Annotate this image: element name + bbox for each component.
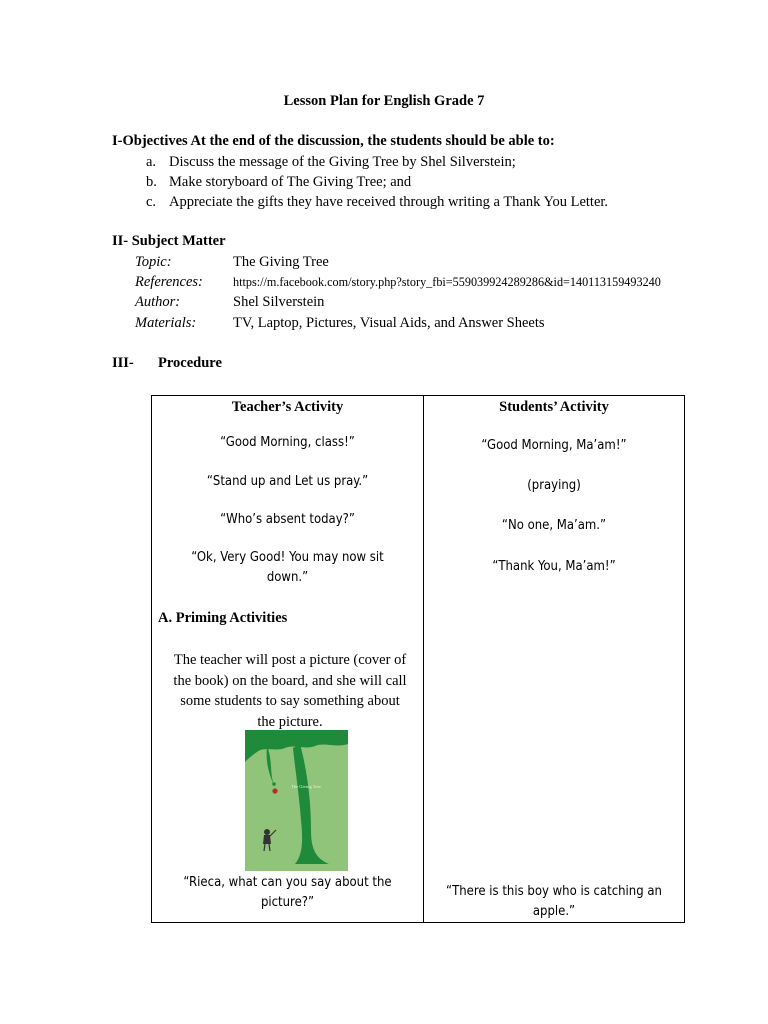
references-row xyxy=(135,272,661,292)
priming-text: The teacher will post a picture (cover of the book) on the board, and she will call some students to say something about the picture. xyxy=(173,652,407,730)
students-column xyxy=(424,396,684,922)
activity-table xyxy=(151,395,685,923)
objective-text: Discuss the message of the Giving Tree by Shel Silverstein; xyxy=(169,154,516,170)
teacher-line: “Rieca, what can you say about the picture?” xyxy=(183,875,392,910)
student-line: “Thank You, Ma’am!” xyxy=(492,559,616,574)
objective-text: Make storyboard of The Giving Tree; and xyxy=(169,174,412,190)
topic-value: The Giving Tree xyxy=(233,254,329,270)
teacher-heading: Teacher’s Activity xyxy=(231,399,344,415)
materials-label: Materials: xyxy=(135,315,197,331)
objective-item xyxy=(146,192,608,212)
author-label: Author: xyxy=(135,294,181,310)
topic-row xyxy=(135,252,329,272)
teacher-line: “Stand up and Let us pray.” xyxy=(206,474,369,489)
student-line: “Good Morning, Ma’am!” xyxy=(481,438,627,453)
book-cover-image xyxy=(245,730,348,871)
procedure-heading xyxy=(112,355,222,372)
objective-item xyxy=(146,172,608,192)
teacher-line: “Good Morning, class!” xyxy=(220,435,355,450)
page-title: Lesson Plan for English Grade 7 xyxy=(283,93,485,109)
teacher-column xyxy=(152,396,423,922)
references-label: References: xyxy=(135,274,203,290)
subject-matter-heading: II- Subject Matter xyxy=(112,233,226,249)
student-line: (praying) xyxy=(527,478,581,493)
list-marker: c. xyxy=(146,194,157,210)
students-heading: Students’ Activity xyxy=(499,399,609,415)
teacher-line: “Ok, Very Good! You may now sit down.” xyxy=(191,550,384,585)
procedure-number: III- xyxy=(112,355,134,371)
objectives-heading: I-Objectives At the end of the discussion, the students should be able to: xyxy=(112,133,555,149)
objective-text: Appreciate the gifts they have received through writing a Thank You Letter. xyxy=(169,194,609,210)
materials-value: TV, Laptop, Pictures, Visual Aids, and Answer Sheets xyxy=(233,315,545,331)
author-value: Shel Silverstein xyxy=(233,294,325,310)
objectives-list xyxy=(146,152,608,212)
objective-item xyxy=(146,152,608,172)
cover-title: The Giving Tree xyxy=(291,784,321,789)
student-line: “No one, Ma’am.” xyxy=(501,518,607,533)
student-line: “There is this boy who is catching an apple.” xyxy=(446,884,662,919)
list-marker: b. xyxy=(146,174,157,190)
teacher-line: “Who’s absent today?” xyxy=(220,512,355,527)
priming-heading: A. Priming Activities xyxy=(158,610,288,626)
giving-tree-cover-svg xyxy=(245,730,348,871)
topic-label: Topic: xyxy=(135,254,172,270)
list-marker: a. xyxy=(146,154,157,170)
author-row xyxy=(135,292,324,312)
procedure-title: Procedure xyxy=(158,355,222,371)
materials-row xyxy=(135,313,545,333)
references-link[interactable]: https://m.facebook.com/story.php?story_fbi=559039924289286&id=140113159493240 xyxy=(233,275,661,289)
